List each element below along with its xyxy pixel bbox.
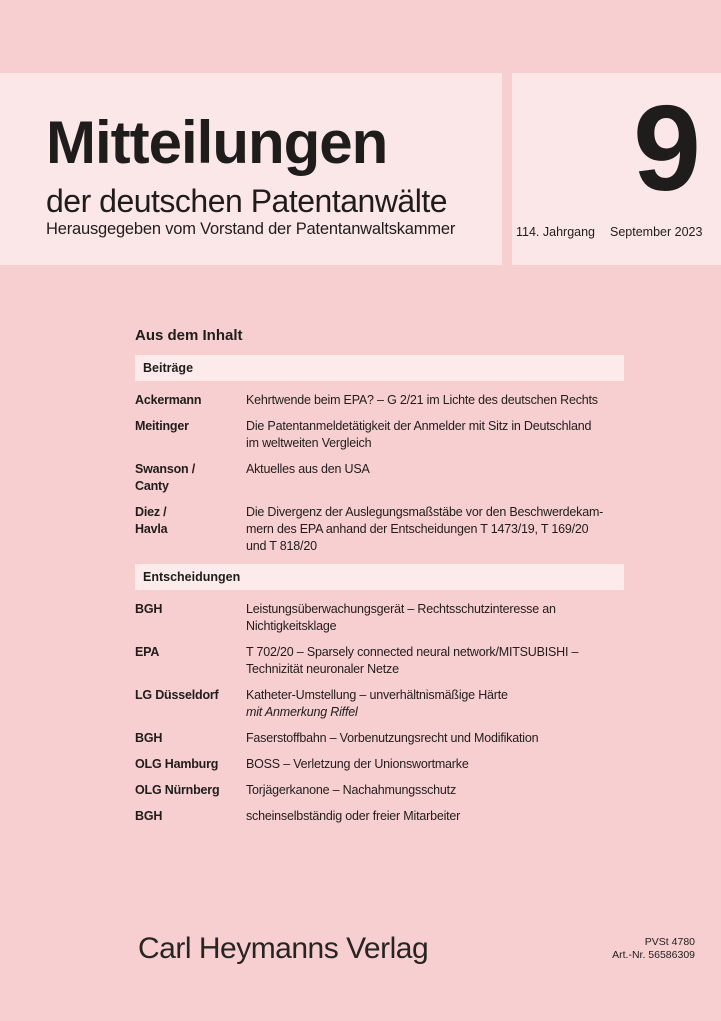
toc-row — [135, 808, 624, 825]
toc-title — [246, 392, 624, 409]
toc-author — [135, 730, 246, 747]
toc-author-line: Meitinger — [135, 419, 189, 433]
toc-title-line: Aktuelles aus den USA — [246, 462, 370, 476]
toc-author-line: Canty — [135, 479, 169, 493]
toc-title — [246, 504, 624, 555]
toc-row — [135, 644, 624, 678]
toc-title — [246, 418, 624, 452]
toc-author — [135, 418, 246, 452]
toc-title-line: Kehrtwende beim EPA? – G 2/21 im Lichte des deutschen Rechts — [246, 393, 598, 407]
toc-title — [246, 782, 624, 799]
toc-title — [246, 687, 624, 721]
toc-row — [135, 601, 624, 635]
toc-title — [246, 644, 624, 678]
toc-author-line: Swanson / — [135, 462, 196, 476]
toc-author — [135, 601, 246, 635]
toc-author — [135, 782, 246, 799]
toc-row — [135, 782, 624, 799]
toc-row — [135, 756, 624, 773]
toc-author-line: OLG Hamburg — [135, 757, 219, 771]
toc-author — [135, 392, 246, 409]
toc-row — [135, 392, 624, 409]
toc-author-line: Diez / — [135, 505, 167, 519]
toc-author-line: OLG Nürnberg — [135, 783, 220, 797]
toc-author-line: Havla — [135, 522, 168, 536]
section-bar-beitraege: Beiträge — [135, 355, 624, 381]
toc-title — [246, 730, 624, 747]
masthead-panel — [0, 73, 502, 265]
toc-title-line: Faserstoffbahn – Vorbenutzungsrecht und Modifikation — [246, 731, 539, 745]
toc-author-line: BGH — [135, 602, 163, 616]
toc-title — [246, 601, 624, 635]
table-of-contents — [135, 326, 624, 834]
journal-title: Mitteilungen — [46, 109, 388, 176]
toc-row — [135, 461, 624, 495]
toc-title-line: Leistungsüberwachungsgerät – Rechtsschutzinteresse an — [246, 602, 556, 616]
toc-heading: Aus dem Inhalt — [135, 327, 243, 344]
toc-title-line: im weltweiten Vergleich — [246, 436, 372, 450]
toc-title-line: T 702/20 – Sparsely connected neural network/MITSUBISHI – — [246, 645, 579, 659]
footer-publisher: Carl Heymanns Verlag — [138, 932, 429, 965]
toc-row — [135, 687, 624, 721]
footer-codes — [612, 936, 695, 962]
toc-note: mit Anmerkung Riffel — [246, 705, 358, 719]
toc-row — [135, 730, 624, 747]
section-bar-entscheidungen: Entscheidungen — [135, 564, 624, 590]
toc-author — [135, 461, 246, 495]
toc-title-line: mern des EPA anhand der Entscheidungen T 1473/19, T 169/20 — [246, 522, 589, 536]
toc-author — [135, 808, 246, 825]
toc-title — [246, 461, 624, 495]
issue-panel — [512, 73, 721, 265]
issue-number: 9 — [633, 80, 701, 216]
toc-author — [135, 756, 246, 773]
issue-meta — [516, 226, 702, 239]
publisher-line: Herausgegeben vom Vorstand der Patentanwaltskammer — [46, 220, 456, 238]
pvst-number: PVSt 4780 — [644, 936, 695, 948]
section-rows-beitraege — [135, 392, 624, 555]
toc-title-line: Nichtigkeitsklage — [246, 619, 337, 633]
toc-title-line: scheinselbständig oder freier Mitarbeiter — [246, 809, 461, 823]
toc-author-line: EPA — [135, 645, 160, 659]
toc-author — [135, 504, 246, 555]
toc-title-line: Die Patentanmeldetätigkeit der Anmelder mit Sitz in Deutschland — [246, 419, 592, 433]
toc-author — [135, 687, 246, 721]
toc-title-line: BOSS – Verletzung der Unionswortmarke — [246, 757, 469, 771]
volume-label: 114. Jahrgang — [516, 225, 595, 239]
toc-author — [135, 644, 246, 678]
toc-title-line: Die Divergenz der Auslegungsmaßstäbe vor den Beschwerdekam- — [246, 505, 604, 519]
journal-subtitle: der deutschen Patentanwälte — [46, 183, 448, 219]
section-rows-entscheidungen — [135, 601, 624, 825]
toc-title — [246, 756, 624, 773]
toc-title-line: und T 818/20 — [246, 539, 317, 553]
toc-author-line: BGH — [135, 809, 163, 823]
toc-author-line: LG Düsseldorf — [135, 688, 219, 702]
toc-title — [246, 808, 624, 825]
toc-row — [135, 504, 624, 555]
toc-author-line: Ackermann — [135, 393, 202, 407]
toc-author-line: BGH — [135, 731, 163, 745]
issue-date: September 2023 — [610, 225, 703, 239]
toc-title-line: Torjägerkanone – Nachahmungsschutz — [246, 783, 456, 797]
article-number: Art.-Nr. 56586309 — [612, 949, 695, 961]
toc-title-line: Technizität neuronaler Netze — [246, 662, 399, 676]
toc-title-line: Katheter-Umstellung – unverhältnismäßige Härte — [246, 688, 508, 702]
toc-row — [135, 418, 624, 452]
